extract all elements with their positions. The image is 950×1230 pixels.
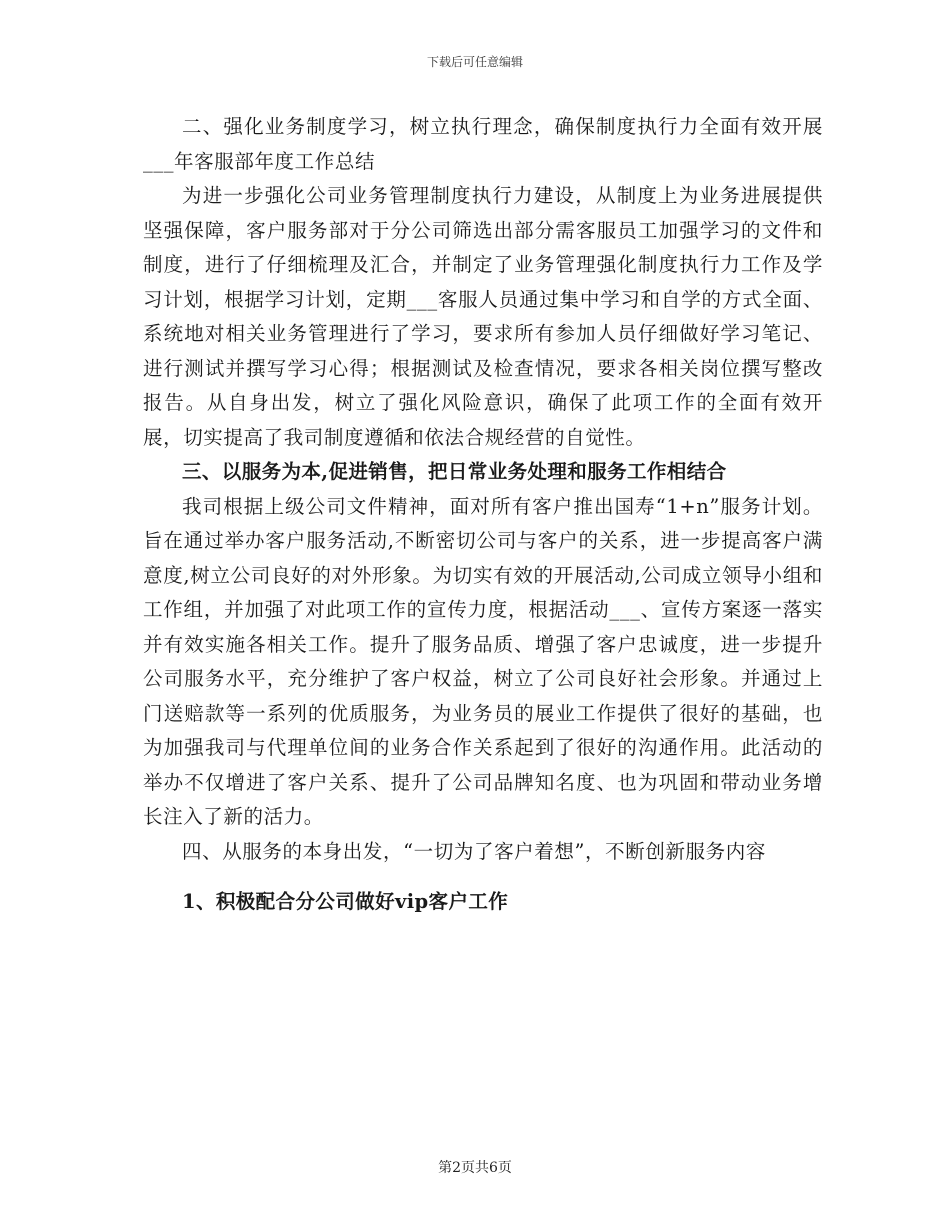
subsection-one-heading: 1、积极配合分公司做好vip客户工作 [182, 890, 509, 913]
page-footer: 第2页共6页 [438, 1160, 512, 1176]
section-three-heading: 三、以服务为本,促进销售，把日常业务处理和服务工作相结合 [182, 460, 727, 483]
section-two-body-paragraph: 为进一步强化公司业务管理制度执行力建设，从制度上为业务进展提供坚强保障，客户服务部对于分公司筛选出部分需客服员工加强学习的文件和制度，进行了仔细梳理及汇合，并制定了业务管理强化制度执行力工作及学习计划，根据学习计划，定期___客服人员通过集中学习和自学的方式全面、系统地对相关业务管理进行了学习，要求所有参加人员仔细做好学习笔记、进行测试并撰写学习心得；根据测试及检查情况，要求各相关岗位撰写整改报告。从自身出发，树立了强化风险意识，确保了此项工作的全面有效开展，切实提高了我司制度遵循和依法合规经营的自觉性。 [143, 184, 823, 449]
section-three-body-paragraph: 我司根据上级公司文件精神，面对所有客户推出国寿“1+n”服务计划。旨在通过举办客户服务活动,不断密切公司与客户的关系，进一步提高客户满意度,树立公司良好的对外形象。为切实有效的开展活动,公司成立领导小组和工作组，并加强了对此项工作的宣传力度，根据活动___、宣传方案逐一落实并有效实施各相关工作。提升了服务品质、增强了客户忠诚度，进一步提升公司服务水平，充分维护了客户权益，树立了公司良好社会形象。并通过上门送赔款等一系列的优质服务，为业务员的展业工作提供了很好的基础，也为加强我司与代理单位间的业务合作关系起到了很好的沟通作用。此活动的举办不仅增进了客户关系、提升了公司品牌知名度、也为巩固和带动业务增长注入了新的活力。 [143, 494, 823, 828]
page-header: 下载后可任意编辑 [426, 55, 523, 69]
section-four-heading-paragraph: 四、从服务的本身出发，“一切为了客户着想”，不断创新服务内容 [182, 839, 766, 863]
document-body [143, 110, 823, 920]
section-two-heading-paragraph: 二、强化业务制度学习，树立执行理念，确保制度执行力全面有效开展___年客服部年度工作总结 [143, 115, 823, 173]
spacer [143, 869, 823, 885]
